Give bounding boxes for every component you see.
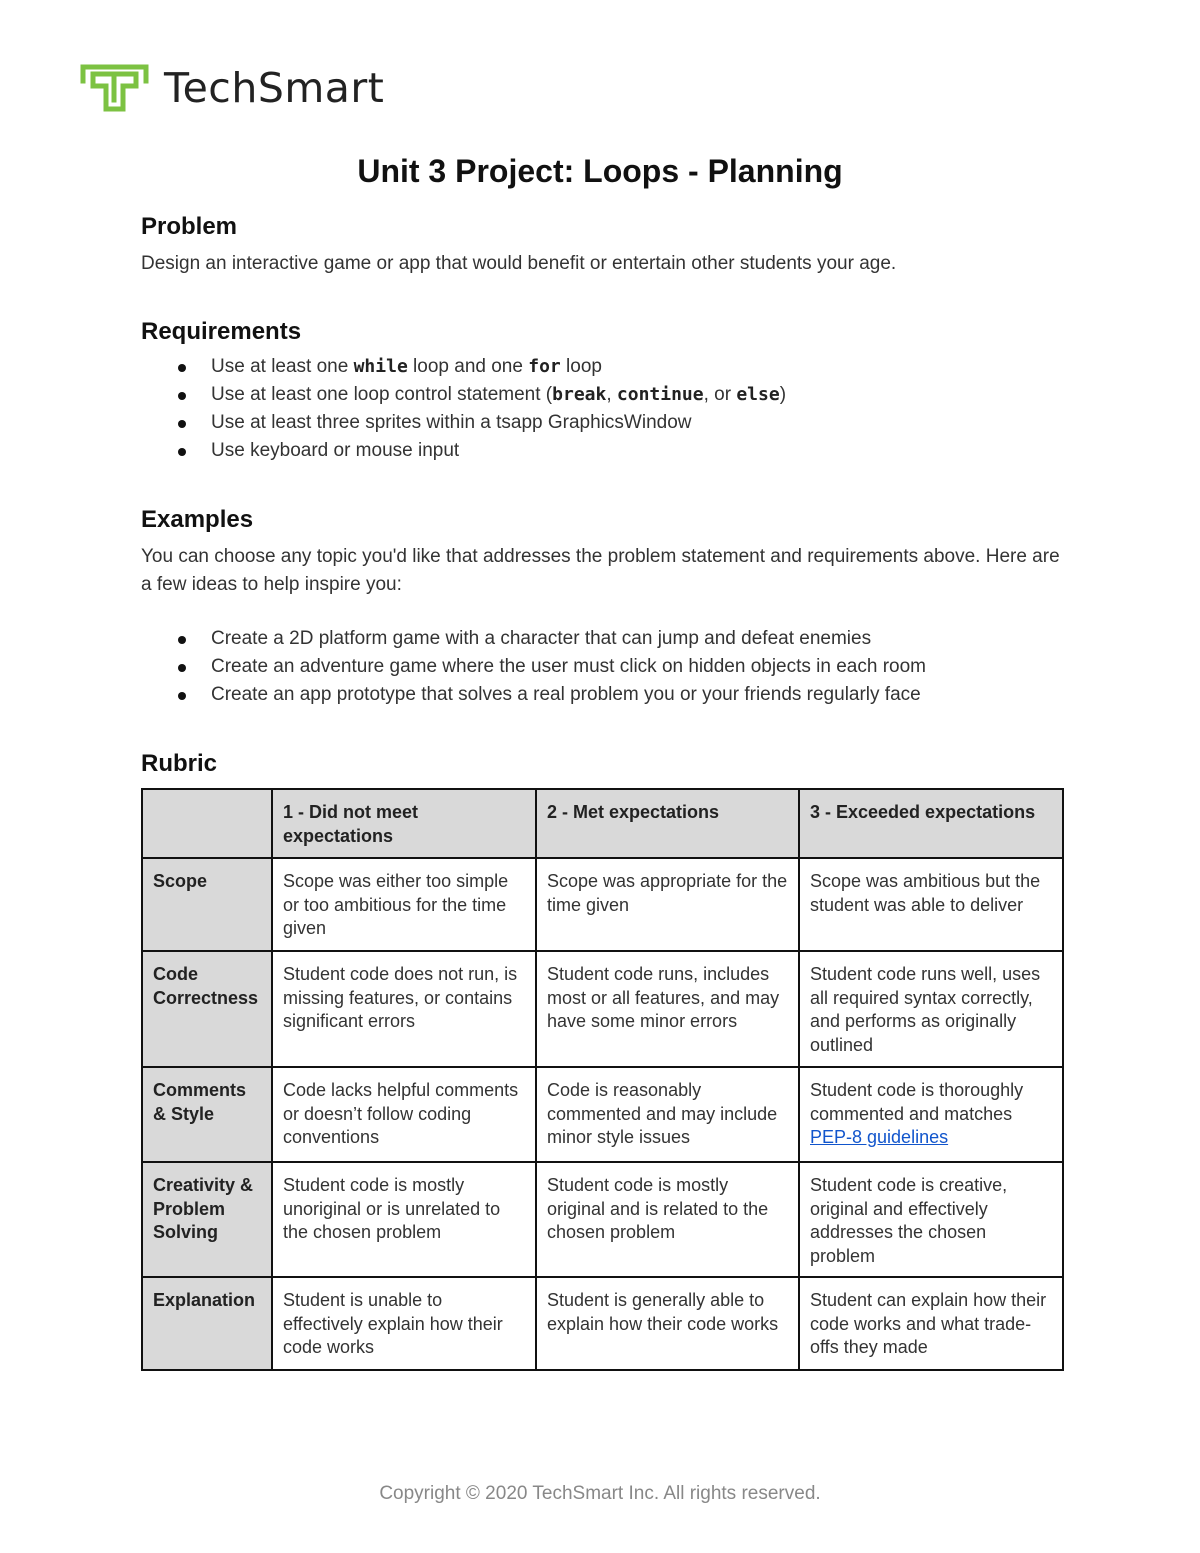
table-cell: Student code is thoroughly commented and matches PEP-8 guidelines	[799, 1067, 1063, 1162]
example-item: Create an adventure game where the user must click on hidden objects in each room	[211, 653, 1061, 681]
brand-name: TechSmart	[164, 64, 385, 112]
techsmart-logo	[80, 62, 384, 114]
while-keyword: while	[353, 356, 408, 377]
table-row	[142, 1067, 1063, 1162]
table-cell: Student can explain how their code works and what trade-offs they made	[799, 1277, 1063, 1370]
table-cell: Code is reasonably commented and may include minor style issues	[536, 1067, 799, 1162]
requirements-list	[141, 353, 1061, 465]
column-header: 3 - Exceeded expectations	[799, 789, 1063, 858]
table-cell: Scope was ambitious but the student was able to deliver	[799, 858, 1063, 951]
column-header: 2 - Met expectations	[536, 789, 799, 858]
problem-section	[141, 212, 1061, 278]
copyright-footer: Copyright © 2020 TechSmart Inc. All rights reserved.	[379, 1483, 821, 1504]
requirements-heading: Requirements	[141, 318, 302, 345]
requirement-item: Use at least one while loop and one for loop	[211, 353, 1061, 381]
break-keyword: break	[552, 384, 607, 405]
row-label: Comments & Style	[142, 1067, 272, 1162]
row-label: Scope	[142, 858, 272, 951]
column-header: 1 - Did not meet expectations	[272, 789, 536, 858]
table-cell: Student code is creative, original and effectively addresses the chosen problem	[799, 1162, 1063, 1277]
rubric-heading: Rubric	[141, 750, 218, 777]
table-row	[142, 1162, 1063, 1277]
table-cell: Student code is mostly original and is related to the chosen problem	[536, 1162, 799, 1277]
example-item: Create an app prototype that solves a real problem you or your friends regularly face	[211, 681, 1061, 709]
row-label: Creativity & Problem Solving	[142, 1162, 272, 1277]
requirement-item: Use at least one loop control statement (break, continue, or else)	[211, 381, 1061, 409]
table-cell: Student code runs well, uses all required syntax correctly, and performs as originally outlined	[799, 951, 1063, 1067]
example-item: Create a 2D platform game with a character that can jump and defeat enemies	[211, 625, 1061, 653]
problem-heading: Problem	[141, 213, 238, 240]
rubric-table	[141, 788, 1064, 1371]
table-row	[142, 1277, 1063, 1370]
table-cell: Student code is mostly unoriginal or is unrelated to the chosen problem	[272, 1162, 536, 1277]
techsmart-circuit-icon	[80, 62, 150, 114]
requirement-item: Use keyboard or mouse input	[211, 437, 1061, 465]
table-cell: Scope was either too simple or too ambitious for the time given	[272, 858, 536, 951]
row-label: Code Correctness	[142, 951, 272, 1067]
page-title: Unit 3 Project: Loops - Planning	[357, 153, 843, 189]
for-keyword: for	[528, 356, 561, 377]
else-keyword: else	[736, 384, 780, 405]
table-cell: Student code does not run, is missing features, or contains significant errors	[272, 951, 536, 1067]
rubric-section	[141, 749, 1061, 779]
table-cell: Student is generally able to explain how their code works	[536, 1277, 799, 1370]
examples-section	[141, 505, 1061, 709]
table-cell: Code lacks helpful comments or doesn’t follow coding conventions	[272, 1067, 536, 1162]
examples-list	[141, 625, 1061, 709]
requirement-item: Use at least three sprites within a tsapp GraphicsWindow	[211, 409, 1061, 437]
rubric-corner-cell	[142, 789, 272, 858]
problem-text: Design an interactive game or app that would benefit or entertain other students your age.	[141, 253, 897, 274]
table-cell: Student code runs, includes most or all features, and may have some minor errors	[536, 951, 799, 1067]
table-row	[142, 858, 1063, 951]
row-label: Explanation	[142, 1277, 272, 1370]
table-row	[142, 951, 1063, 1067]
requirements-section	[141, 317, 1061, 465]
rubric-header-row	[142, 789, 1063, 858]
examples-heading: Examples	[141, 506, 254, 533]
table-cell: Student is unable to effectively explain how their code works	[272, 1277, 536, 1370]
continue-keyword: continue	[616, 384, 704, 405]
table-cell: Scope was appropriate for the time given	[536, 858, 799, 951]
pep8-guidelines-link[interactable]: PEP-8 guidelines	[810, 1127, 949, 1147]
examples-intro: You can choose any topic you'd like that addresses the problem statement and requirements above. Here are a few ideas to help inspire you:	[141, 546, 1060, 595]
